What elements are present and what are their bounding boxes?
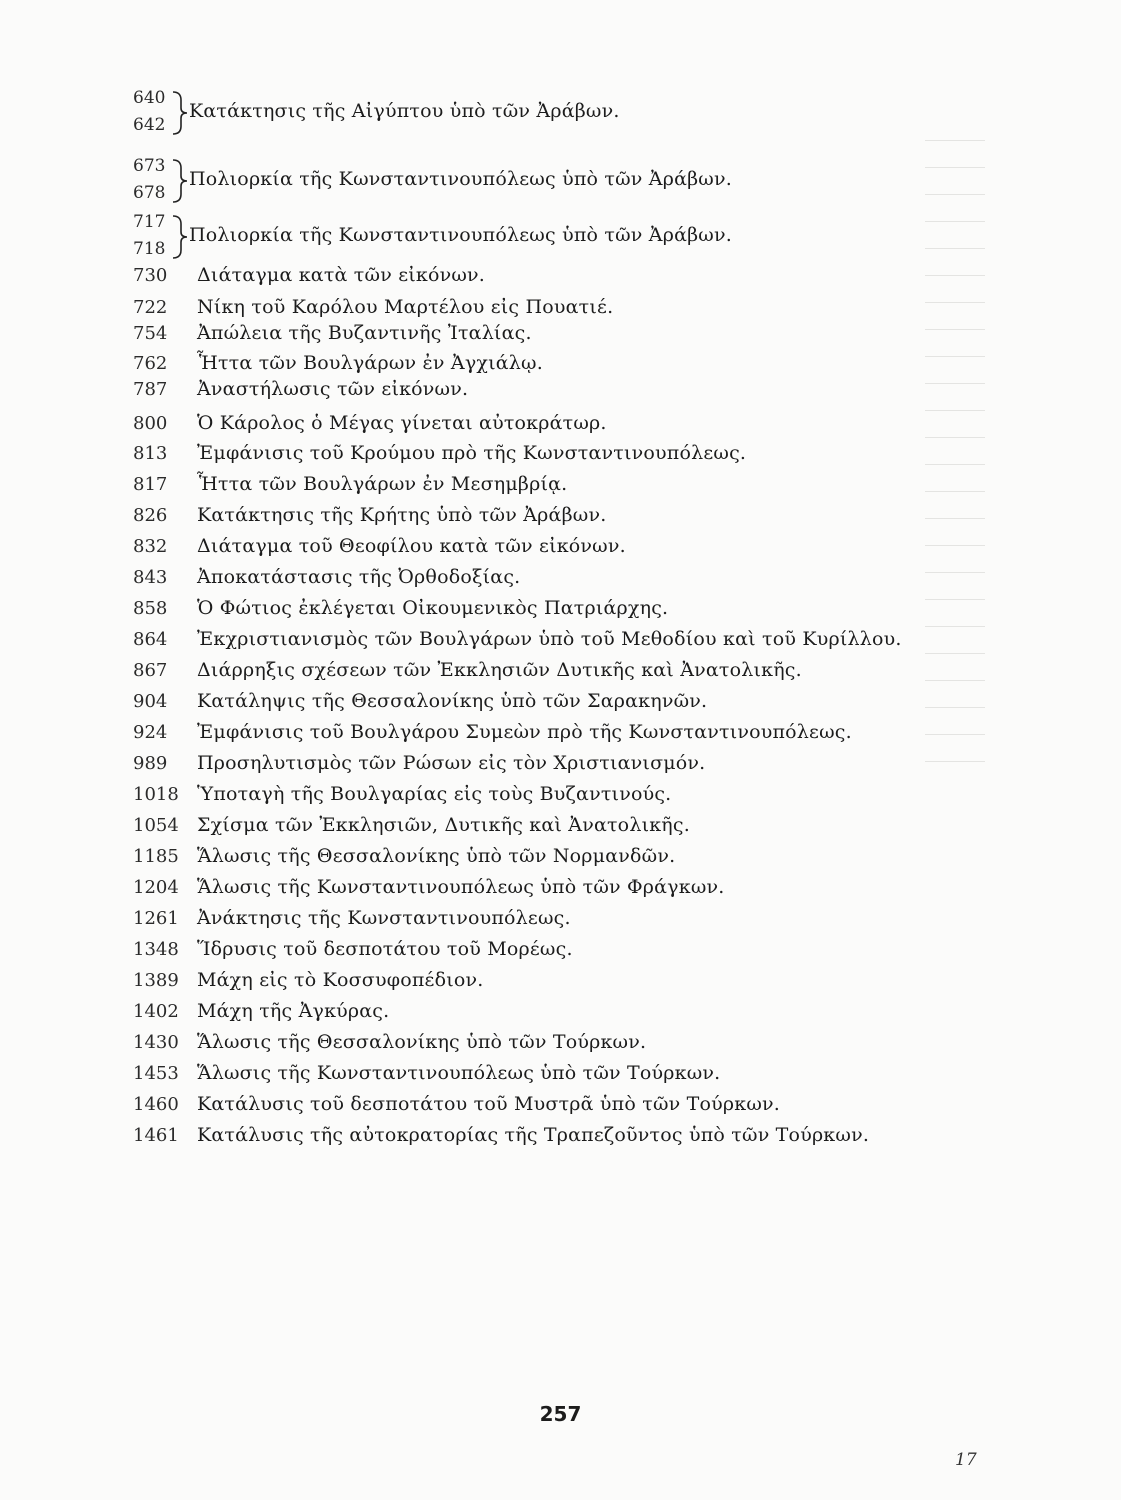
event-text: Ἀπώλεια τῆς Βυζαντινῆς Ἰταλίας. [197, 322, 532, 344]
event-year: 858 [133, 598, 168, 619]
list-item [133, 876, 725, 900]
event-year: 1453 [133, 1063, 179, 1084]
list-item [133, 938, 573, 962]
list-item [133, 264, 485, 288]
list-item [133, 535, 626, 559]
list-item [133, 783, 671, 807]
list-item [133, 566, 520, 590]
event-text: Ἅλωσις τῆς Θεσσαλονίκης ὑπὸ τῶν Νορμανδῶν. [197, 845, 676, 867]
event-text: Ἀναστήλωσις τῶν εἰκόνων. [197, 378, 469, 400]
event-year: 762 [133, 353, 168, 374]
range-end-year: 718 [133, 239, 166, 259]
list-item [133, 378, 468, 402]
range-event: Πολιορκία τῆς Κωνσταντινουπόλεως ὑπὸ τῶν Ἀράβων. [189, 224, 732, 246]
event-year: 1430 [133, 1032, 179, 1053]
event-text: Προσηλυτισμὸς τῶν Ρώσων εἰς τὸν Χριστιανισμόν. [197, 752, 706, 774]
page-number: 257 [539, 1402, 582, 1426]
event-year: 1348 [133, 939, 179, 960]
event-year: 989 [133, 753, 168, 774]
event-text: Μάχη εἰς τὸ Κοσσυφοπέδιον. [197, 969, 484, 991]
list-item [133, 628, 902, 652]
event-text: Διάταγμα τοῦ Θεοφίλου κατὰ τῶν εἰκόνων. [197, 535, 626, 557]
list-item [133, 504, 606, 528]
event-year: 787 [133, 379, 168, 400]
event-year: 1460 [133, 1094, 179, 1115]
event-text: Ὑποταγὴ τῆς Βουλγαρίας εἰς τοὺς Βυζαντινούς. [197, 783, 672, 805]
range-event: Κατάκτησις τῆς Αἰγύπτου ὑπὸ τῶν Ἀράβων. [189, 100, 620, 122]
range-entry [133, 214, 893, 260]
list-item [133, 442, 746, 466]
event-text: Ἐμφάνισις τοῦ Κρούμου πρὸ τῆς Κωνσταντινουπόλεως. [197, 442, 747, 464]
range-end-year: 678 [133, 183, 166, 203]
range-start-year: 640 [133, 88, 166, 108]
event-text: Ἅλωσις τῆς Κωνσταντινουπόλεως ὑπὸ τῶν Φράγκων. [197, 876, 725, 898]
list-item [133, 659, 802, 683]
event-year: 1054 [133, 815, 179, 836]
event-year: 1204 [133, 877, 179, 898]
event-text: Ἅλωσις τῆς Κωνσταντινουπόλεως ὑπὸ τῶν Τούρκων. [197, 1062, 721, 1084]
event-text: Ἀνάκτησις τῆς Κωνσταντινουπόλεως. [197, 907, 571, 929]
list-item [133, 1093, 780, 1117]
event-text: Ὁ Κάρολος ὁ Μέγας γίνεται αὐτοκράτωρ. [197, 412, 607, 434]
event-text: Ἧττα τῶν Βουλγάρων ἐν Μεσημβρίᾳ. [197, 473, 568, 495]
range-start-year: 717 [133, 212, 166, 232]
event-year: 800 [133, 413, 168, 434]
event-text: Ὁ Φώτιος ἐκλέγεται Οἰκουμενικὸς Πατριάρχης. [197, 597, 669, 619]
list-item [133, 721, 852, 745]
list-item [133, 814, 690, 838]
event-year: 813 [133, 443, 168, 464]
range-end-year: 642 [133, 115, 166, 135]
event-text: Σχίσμα τῶν Ἐκκλησιῶν, Δυτικῆς καὶ Ἀνατολικῆς. [197, 814, 690, 836]
event-text: Ἅλωσις τῆς Θεσσαλονίκης ὑπὸ τῶν Τούρκων. [197, 1031, 647, 1053]
event-text: Ἀποκατάστασις τῆς Ὀρθοδοξίας. [197, 566, 521, 588]
event-text: Ἐκχριστιανισμὸς τῶν Βουλγάρων ὑπὸ τοῦ Μεθοδίου καὶ τοῦ Κυρίλλου. [197, 628, 902, 650]
event-year: 1461 [133, 1125, 179, 1146]
event-year: 1018 [133, 784, 179, 805]
event-year: 730 [133, 265, 168, 286]
event-year: 924 [133, 722, 168, 743]
event-text: Κατάληψις τῆς Θεσσαλονίκης ὑπὸ τῶν Σαρακηνῶν. [197, 690, 708, 712]
list-item [133, 352, 543, 376]
event-year: 1402 [133, 1001, 179, 1022]
list-item [133, 1124, 869, 1148]
event-text: Κατάκτησις τῆς Κρήτης ὑπὸ τῶν Ἀράβων. [197, 504, 607, 526]
event-year: 817 [133, 474, 168, 495]
range-start-year: 673 [133, 156, 166, 176]
event-text: Μάχη τῆς Ἀγκύρας. [197, 1000, 390, 1022]
event-year: 1261 [133, 908, 179, 929]
event-year: 864 [133, 629, 168, 650]
show-through-lines [925, 140, 985, 788]
event-text: Διάρρηξις σχέσεων τῶν Ἐκκλησιῶν Δυτικῆς καὶ Ἀνατολικῆς. [197, 659, 802, 681]
list-item [133, 969, 484, 993]
event-year: 904 [133, 691, 168, 712]
event-text: Διάταγμα κατὰ τῶν εἰκόνων. [197, 264, 486, 286]
list-item [133, 690, 707, 714]
range-event: Πολιορκία τῆς Κωνσταντινουπόλεως ὑπὸ τῶν Ἀράβων. [189, 168, 732, 190]
event-text: Ἐμφάνισις τοῦ Βουλγάρου Συμεὼν πρὸ τῆς Κωνσταντινουπόλεως. [197, 721, 852, 743]
event-year: 826 [133, 505, 168, 526]
list-item [133, 907, 571, 931]
event-year: 843 [133, 567, 168, 588]
list-item [133, 597, 668, 621]
event-text: Κατάλυσις τῆς αὐτοκρατορίας τῆς Τραπεζοῦντος ὑπὸ τῶν Τούρκων. [197, 1124, 870, 1146]
event-year: 1185 [133, 846, 179, 867]
list-item [133, 1000, 389, 1024]
event-text: Νίκη τοῦ Καρόλου Μαρτέλου εἰς Πουατιέ. [197, 296, 614, 318]
event-year: 1389 [133, 970, 179, 991]
event-text: Ἵδρυσις τοῦ δεσποτάτου τοῦ Μορέως. [197, 938, 573, 960]
event-text: Ἧττα τῶν Βουλγάρων ἐν Ἀγχιάλῳ. [197, 352, 543, 374]
list-item [133, 1031, 646, 1055]
range-entry [133, 158, 893, 204]
list-item [133, 412, 607, 436]
list-item [133, 322, 532, 346]
event-year: 754 [133, 323, 168, 344]
event-year: 832 [133, 536, 168, 557]
range-entry [133, 90, 893, 136]
signature-mark: 17 [955, 1450, 977, 1470]
list-item [133, 296, 613, 320]
list-item [133, 845, 675, 869]
event-year: 867 [133, 660, 168, 681]
list-item [133, 473, 567, 497]
event-year: 722 [133, 297, 168, 318]
event-text: Κατάλυσις τοῦ δεσποτάτου τοῦ Μυστρᾶ ὑπὸ τῶν Τούρκων. [197, 1093, 781, 1115]
list-item [133, 1062, 720, 1086]
list-item [133, 752, 705, 776]
